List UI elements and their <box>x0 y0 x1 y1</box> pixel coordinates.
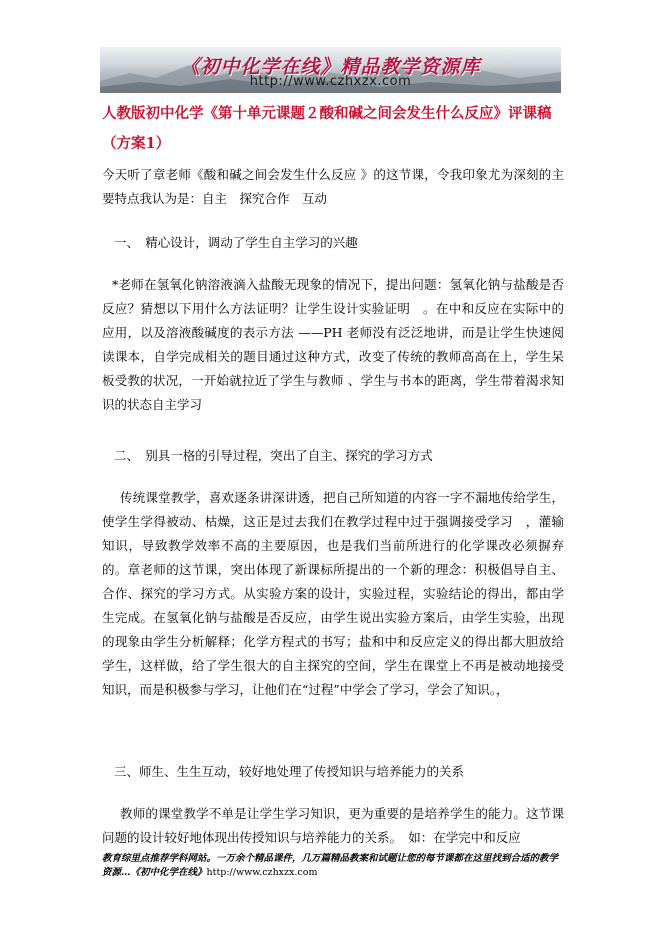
header-banner <box>100 47 561 93</box>
section-2-heading: 二、 别具一格的引导过程，突出了自主、探究的学习方式 <box>114 448 433 463</box>
footer-link[interactable]: http://www.czhxzx.com <box>206 867 318 878</box>
page-footer <box>102 852 564 880</box>
section-1-heading: 一、 精心设计，调动了学生自主学习的兴趣 <box>114 235 358 250</box>
intro-paragraph: 今天听了章老师《酸和碱之间会发生什么反应 》的这节课，令我印象尤为深刻的主要特点我认为是：自主 探究合作 互动 <box>102 167 564 206</box>
banner-title: 《初中化学在线》精品教学资源库 <box>180 56 481 78</box>
document-title: 人教版初中化学《第十单元课题２酸和碱之间会发生什么反应》评课稿（方案1） <box>102 105 552 152</box>
banner-url[interactable]: http://www.czhxzx.com <box>249 74 412 89</box>
section-2-paragraph: 传统课堂教学，喜欢逐条讲深讲透，把自己所知道的内容一字不漏地传给学生，使学生学得被动、枯燥，这正是过去我们在教学过程中过于强调接受学习 ，灌输知识，导致教学效率不高的主要原因，也是我们当前所进行的化学课改必须摒弃的。章老师的这节课，突出体现了新课标所提出的一个新的理念：积极倡导自主、合作、探究的学习方式。从实验方案的设计，实验过程，实验结论的得出，都由学生完成。在氢氧化钠与盐酸是否反应，由学生说出实验方案后，由学生实验，出现的现象由学生分析解释；化学方程式的书写；盐和中和反应定义的得出都大胆放给学生，这样做，给了学生很大的自主探究的空间，学生在课堂上不再是被动地接受知识，而是积极参与学习，让他们在“过程”中学会了学习，学会了知识。， <box>102 490 564 697</box>
section-1-paragraph: *老师在氢氧化钠溶液滴入盐酸无现象的情况下，提出问题：氢氧化钠与盐酸是否反应？猜想以下用什么方法证明？让学生设计实验证明 。在中和反应在实际中的应用，以及溶液酸碱度的表示方法 ——PH 老师没有泛泛地讲，而是让学生快速阅读课本，自学完成相关的题目通过这种方式，改变了传统的教师高高在上，学生呆板受教的状况，一开始就拉近了学生与教师 、学生与书本的距离，学生带着渴求知识的状态自主学习 <box>102 277 564 412</box>
footer-text: 教育综里点推荐学科网站。一万余个精品课件，几万篇精品教案和试题让您的每节课都在这里找到合适的教学资源…《初中化学在线》 <box>102 853 559 878</box>
section-3-heading: 三、师生、生生互动，较好地处理了传授知识与培养能力的关系 <box>114 764 465 779</box>
section-3-paragraph: 教师的课堂教学不单是让学生学习知识，更为重要的是培养学生的能力。这节课问题的设计较好地体现出传授知识与培养能力的关系。 如：在学完中和反应 <box>102 806 564 845</box>
